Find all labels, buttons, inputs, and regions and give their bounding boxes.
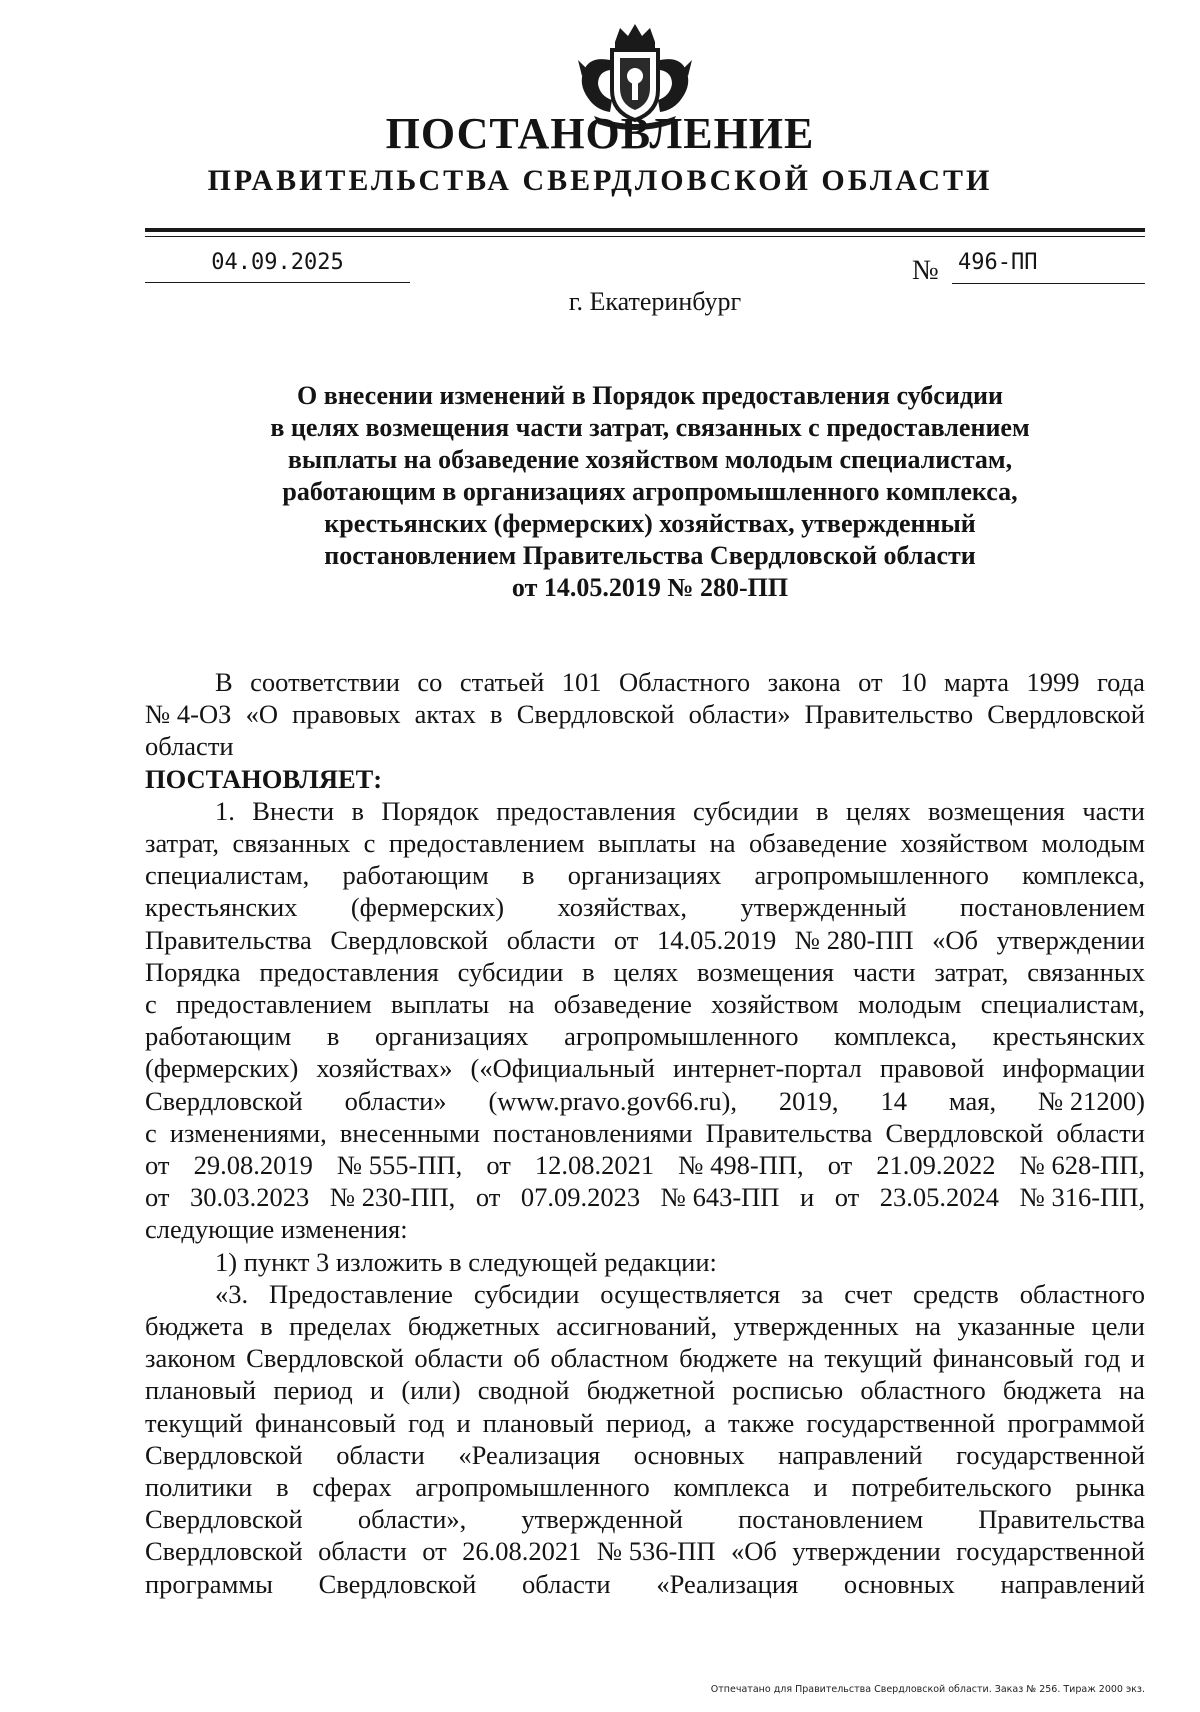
body-line: (фермерских) хозяйствах» («Официальный интернет-портал правовой информации <box>145 1053 1145 1084</box>
body-line: работающим в организациях агропромышленного комплекса, крестьянских <box>145 1021 1145 1052</box>
body-line: Порядка предоставления субсидии в целях возмещения части затрат, связанных <box>145 956 1145 987</box>
body-line: крестьянских (фермерских) хозяйствах, утвержденный постановлением <box>145 892 1145 923</box>
body-line: Свердловской области», утвержденной постановлением Правительства <box>145 1504 1145 1535</box>
body-line: Свердловской области от 26.08.2021 № 536-ПП «Об утверждении государственной <box>145 1536 1145 1567</box>
body-line: программы Свердловской области «Реализация основных направлений <box>145 1568 1145 1599</box>
body-line: В соответствии со статьей 101 Областного закона от 10 марта 1999 года <box>215 667 1145 697</box>
document-body <box>145 666 1145 1600</box>
body-line: Свердловской области «Реализация основных направлений государственной <box>145 1439 1145 1470</box>
body-line: от 29.08.2019 № 555-ПП, от 12.08.2021 № 498-ПП, от 21.09.2022 № 628-ПП, <box>145 1150 1145 1181</box>
body-line: затрат, связанных с предоставлением выплаты на обзаведение хозяйством молодым <box>145 828 1145 859</box>
header-divider-thick <box>145 228 1145 232</box>
body-line: законом Свердловской области об областном бюджете на текущий финансовый год и <box>145 1343 1145 1374</box>
subject-line: постановлением Правительства Свердловской области <box>324 541 976 570</box>
subject-line: в целях возмещения части затрат, связанных с предоставлением <box>270 413 1030 442</box>
body-line: с предоставлением выплаты на обзаведение хозяйством молодым специалистам, <box>145 989 1145 1020</box>
subject-line: крестьянских (фермерских) хозяйствах, утвержденный <box>324 509 976 538</box>
header-divider-thin <box>145 236 1145 237</box>
document-number: 496-ПП <box>952 248 1145 284</box>
body-line: следующие изменения: <box>145 1214 408 1245</box>
body-line: с изменениями, внесенными постановлениями Правительства Свердловской области <box>145 1117 1145 1148</box>
body-line: бюджета в пределах бюджетных ассигнований, утвержденных на указанные цели <box>145 1311 1145 1342</box>
body-line: текущий финансовый год и плановый период, а также государственной программой <box>145 1407 1145 1438</box>
document-subject <box>190 380 1110 604</box>
print-footer: Отпечатано для Правительства Свердловской области. Заказ № 256. Тираж 2000 экз. <box>710 1684 1145 1695</box>
body-line: плановый период и (или) сводной бюджетной росписью областного бюджета на <box>145 1375 1145 1406</box>
body-line: политики в сферах агропромышленного комплекса и потребительского рынка <box>145 1472 1145 1503</box>
subject-line: О внесении изменений в Порядок предоставления субсидии <box>297 381 1003 410</box>
subject-line: от 14.05.2019 № 280-ПП <box>511 573 789 602</box>
document-issuer: ПРАВИТЕЛЬСТВА СВЕРДЛОВСКОЙ ОБЛАСТИ <box>207 164 993 197</box>
subject-line: выплаты на обзаведение хозяйством молодым специалистам, <box>287 445 1013 474</box>
document-title: ПОСТАНОВЛЕНИЕ <box>385 109 815 158</box>
body-line: № 4-ОЗ «О правовых актах в Свердловской области» Правительство Свердловской <box>145 699 1145 730</box>
subject-line: работающим в организациях агропромышленного комплекса, <box>282 477 1018 506</box>
body-line: Свердловской области» (www.pravo.gov66.ru), 2019, 14 мая, № 21200) <box>145 1085 1145 1116</box>
number-sign: № <box>912 255 939 286</box>
body-line: от 30.03.2023 № 230-ПП, от 07.09.2023 № 643-ПП и от 23.05.2024 № 316-ПП, <box>145 1182 1145 1213</box>
document-date: 04.09.2025 <box>145 248 410 283</box>
body-line: Правительства Свердловской области от 14.05.2019 № 280-ПП «Об утверждении <box>145 924 1145 955</box>
document-city: г. Екатеринбург <box>568 287 742 316</box>
body-line: «3. Предоставление субсидии осуществляется за счет средств областного <box>215 1278 1145 1309</box>
body-line: 1. Внести в Порядок предоставления субсидии в целях возмещения части <box>215 795 1145 826</box>
body-line: области <box>145 731 234 762</box>
body-line: ПОСТАНОВЛЯЕТ: <box>145 763 383 794</box>
body-line: 1) пункт 3 изложить в следующей редакции: <box>215 1246 717 1277</box>
body-line: специалистам, работающим в организациях агропромышленного комплекса, <box>145 860 1145 891</box>
